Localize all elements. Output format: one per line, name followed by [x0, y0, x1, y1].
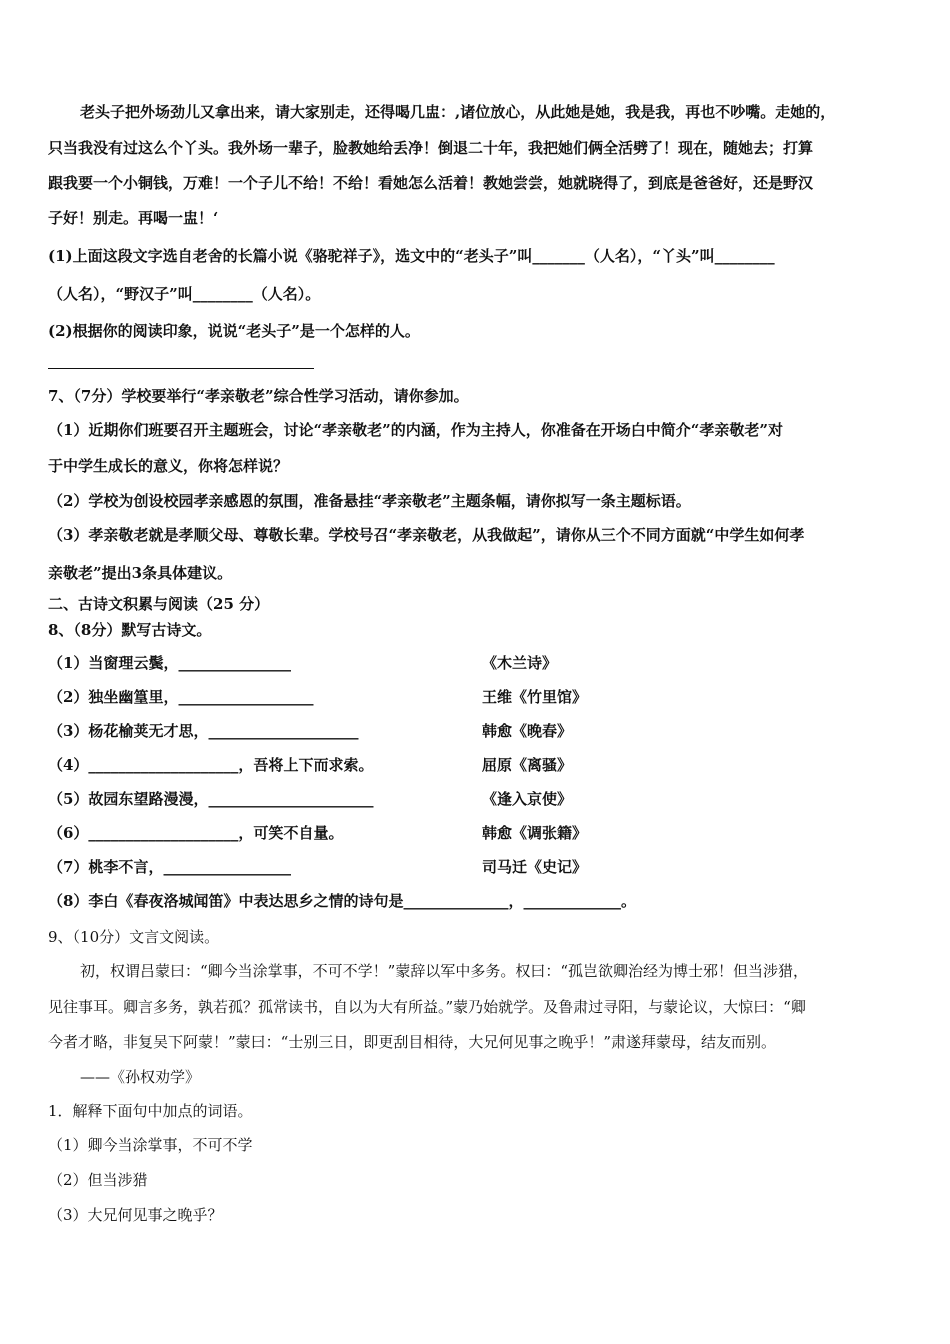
q7-sub2: （2）学校为创设校园孝亲感恩的氛围，准备悬挂“孝亲敬老”主题条幅，请你拟写一条主题标语。 [48, 492, 691, 510]
q9-sub: （3）大兄何见事之晚乎？ [48, 1206, 223, 1224]
q6-sub1-line2: （人名），“野汉子”叫________（人名）。 [48, 285, 321, 303]
q8-item8: （8）李白《春夜洛城闻笛》中表达思乡之情的诗句是______________，_____________。 [48, 892, 636, 910]
q8-item: （2）独坐幽篁里，__________________ [48, 688, 314, 706]
q6-sub1-line1: (1)上面这段文字选自老舍的长篇小说《骆驼祥子》，选文中的“老头子”叫_______（人名），“丫头”叫________ [48, 247, 775, 265]
q7-sub1-line2: 于中学生成长的意义，你将怎样说？ [48, 457, 289, 475]
q9-sub: （2）但当涉猎 [48, 1171, 148, 1189]
q9-text-line: 今者才略，非复吴下阿蒙！”蒙曰：“士别三日，即更刮目相待，大兄何见事之晚乎！”肃遂拜蒙母，结友而别。 [48, 1033, 777, 1051]
q9-source: ——《孙权劝学》 [80, 1068, 201, 1086]
q6-sub2: (2)根据你的阅读印象，说说“老头子”是一个怎样的人。 [48, 322, 420, 340]
q7-head: 7、（7分）学校要举行“孝亲敬老”综合性学习活动，请你参加。 [48, 387, 469, 405]
q8-source: 司马迁《史记》 [482, 858, 588, 876]
q7-sub3-line1: （3）孝亲敬老就是孝顺父母、尊敬长辈。学校号召“孝亲敬老，从我做起”，请你从三个不同方面就“中学生如何孝 [48, 526, 805, 544]
passage-line: 老头子把外场劲儿又拿出来，请大家别走，还得喝几盅：,诸位放心，从此她是她，我是我，再也不吵嘴。走她的， [80, 103, 836, 121]
q8-source: 《逢入京使》 [482, 790, 573, 808]
q8-source: 韩愈《调张籍》 [482, 824, 588, 842]
q8-item: （4）____________________，吾将上下而求索。 [48, 756, 374, 774]
q9-head: 9、（10分）文言文阅读。 [48, 928, 220, 946]
passage-line: 只当我没有过这么个丫头。我外场一辈子，脸教她给丢净！倒退二十年，我把她们俩全活劈了！现在，随她去；打算 [48, 139, 814, 157]
q8-item: （7）桃李不言，_________________ [48, 858, 291, 876]
q9-task: 1．解释下面句中加点的词语。 [48, 1102, 253, 1120]
q8-source: 《木兰诗》 [482, 654, 558, 672]
q8-item: （6）____________________，可笑不自量。 [48, 824, 344, 842]
q7-sub3-line2: 亲敬老”提出3条具体建议。 [48, 564, 233, 582]
q8-item: （1）当窗理云鬓，_______________ [48, 654, 291, 672]
q8-head: 8、（8分）默写古诗文。 [48, 621, 212, 639]
section-heading: 二、古诗文积累与阅读（25 分） [48, 595, 270, 613]
answer-line [48, 368, 314, 369]
q8-source: 王维《竹里馆》 [482, 688, 588, 706]
q7-sub1-line1: （1）近期你们班要召开主题班会，讨论“孝亲敬老”的内涵，作为主持人，你准备在开场白中简介“孝亲敬老”对 [48, 421, 783, 439]
q9-text-line: 见往事耳。卿言多务，孰若孤？孤常读书，自以为大有所益。”蒙乃始就学。及鲁肃过寻阳，与蒙论议，大惊曰：“卿 [48, 998, 806, 1016]
q9-text-line: 初，权谓吕蒙曰：“卿今当涂掌事，不可不学！”蒙辞以军中多务。权曰：“孤岂欲卿治经为博士邪！但当涉猎， [80, 962, 809, 980]
q8-item: （3）杨花榆荚无才思，____________________ [48, 722, 359, 740]
passage-line: 跟我要一个小铜钱，万难！一个子儿不给！不给！看她怎么活着！教她尝尝，她就晓得了，到底是爸爸好，还是野汉 [48, 174, 814, 192]
q8-source: 韩愈《晚春》 [482, 722, 573, 740]
q8-item: （5）故园东望路漫漫，______________________ [48, 790, 374, 808]
q9-sub: （1）卿今当涂掌事，不可不学 [48, 1136, 253, 1154]
q8-source: 屈原《离骚》 [482, 756, 573, 774]
passage-line: 子好！别走。再喝一盅！‘ [48, 209, 219, 227]
